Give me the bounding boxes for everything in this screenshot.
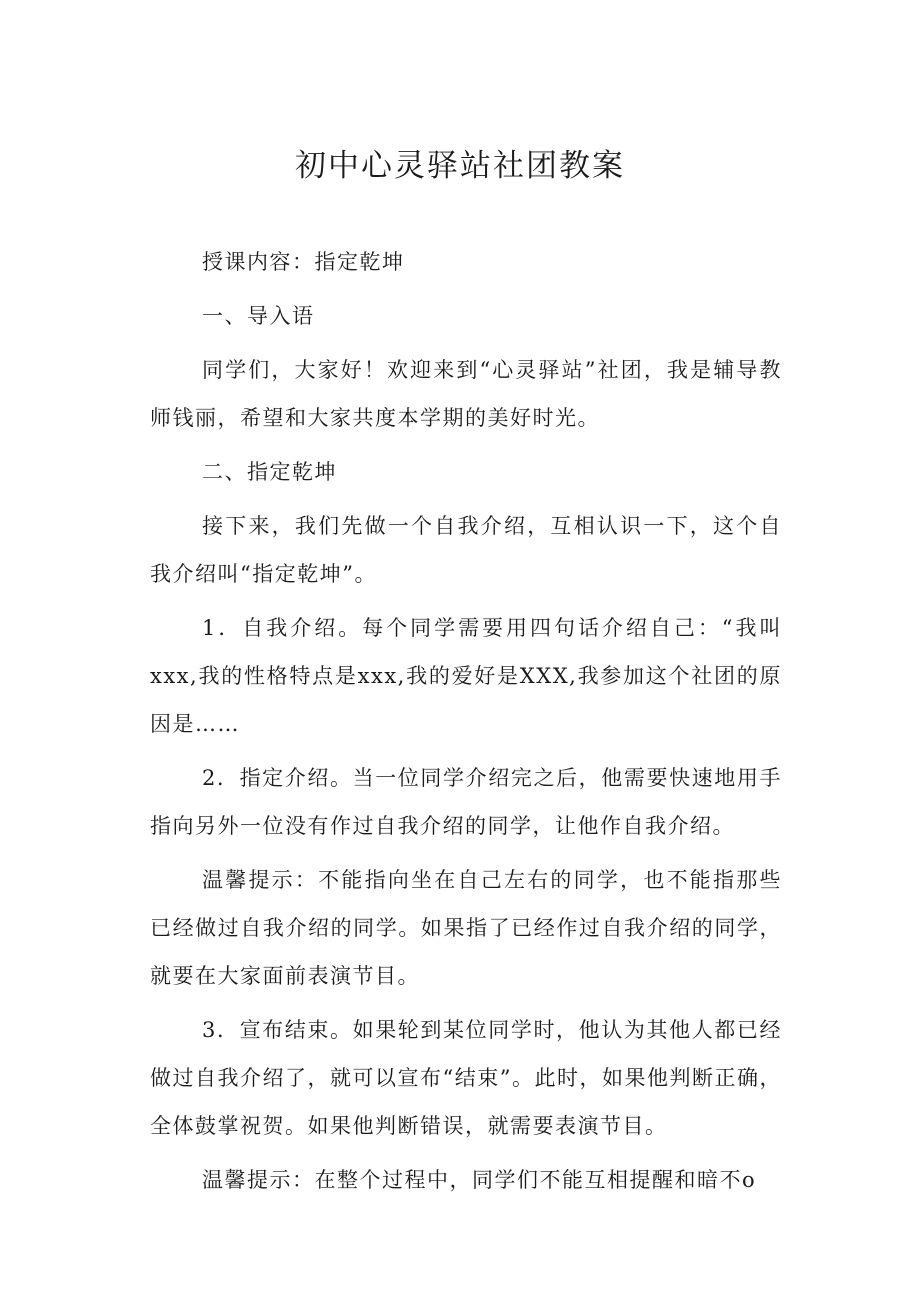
document-body [150,238,782,1204]
paragraph-lesson-content: 授课内容：指定乾坤 [202,250,405,274]
paragraph-tip-1: 温馨提示：不能指向坐在自己左右的同学，也不能指那些已经做过自我介绍的同学。如果指了已经作过自我介绍的同学，就要在大家面前表演节目。 [150,868,782,988]
paragraph-step-3: 3．宣布结束。如果轮到某位同学时，他认为其他人都已经做过自我介绍了，就可以宣布“结束”。此时，如果他判断正确，全体鼓掌祝贺。如果他判断错误，就需要表演节目。 [150,1018,782,1138]
paragraph-step-1: 1．自我介绍。每个同学需要用四句话介绍自己：“我叫xxx,我的性格特点是xxx,我的爱好是XXX,我参加这个社团的原因是…… [150,616,782,736]
paragraph-tip-2: 温馨提示：在整个过程中，同学们不能互相提醒和暗不o [202,1168,757,1192]
document-title: 初中心灵驿站社团教案 [295,148,625,184]
paragraph-step-2: 2．指定介绍。当一位同学介绍完之后，他需要快速地用手指向另外一位没有作过自我介绍的同学，让他作自我介绍。 [150,766,782,838]
heading-introduction: 一、导入语 [202,304,315,328]
heading-activity: 二、指定乾坤 [202,460,337,484]
paragraph-activity-intro: 接下来，我们先做一个自我介绍，互相认识一下，这个自我介绍叫“指定乾坤”。 [150,514,782,586]
paragraph-greeting: 同学们，大家好！欢迎来到“心灵驿站”社团，我是辅导教师钱丽，希望和大家共度本学期的美好时光。 [150,358,782,430]
